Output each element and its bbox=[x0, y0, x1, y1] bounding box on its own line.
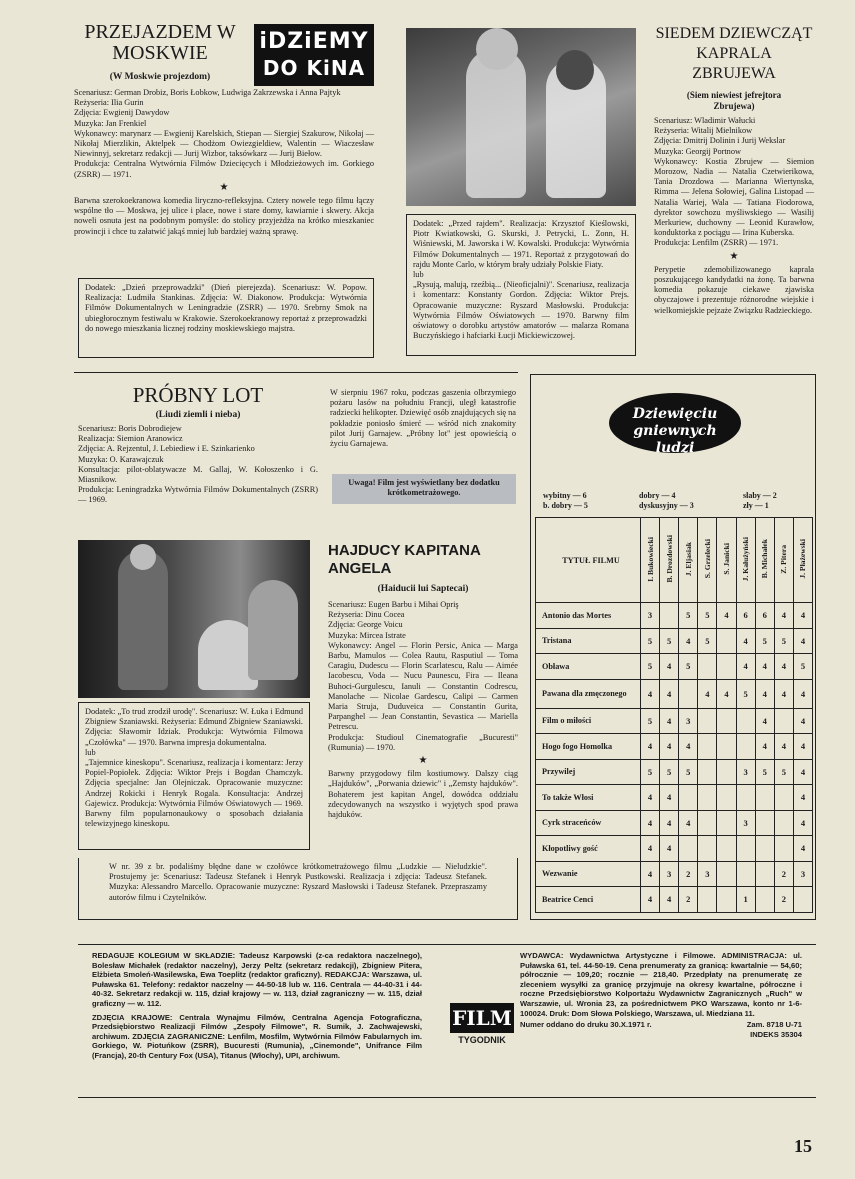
score-cell: 4 bbox=[774, 654, 793, 680]
credit-line: Realizacja: Siemion Aranowicz bbox=[78, 434, 183, 444]
score-cell bbox=[698, 887, 717, 913]
score-cell bbox=[717, 785, 736, 811]
seven-subtitle: (Siem niewiest jefrejtora Zbrujewa) bbox=[686, 90, 782, 111]
score-cell: 4 bbox=[660, 654, 679, 680]
score-cell: 4 bbox=[660, 708, 679, 734]
score-cell: 4 bbox=[660, 734, 679, 760]
score-cell bbox=[736, 734, 755, 760]
hajducy-short-film-box bbox=[78, 702, 310, 850]
score-cell: 4 bbox=[793, 734, 812, 760]
critic-name: B. Drozdowski bbox=[664, 535, 674, 583]
score-cell bbox=[679, 679, 698, 708]
score-cell: 4 bbox=[641, 679, 660, 708]
score-cell bbox=[755, 810, 774, 836]
seven-credits bbox=[654, 116, 814, 316]
score-cell: 4 bbox=[755, 654, 774, 680]
score-cell bbox=[736, 836, 755, 862]
score-cell: 4 bbox=[793, 628, 812, 654]
score-cell: 4 bbox=[698, 679, 717, 708]
score-cell bbox=[755, 785, 774, 811]
tygodnik-label: TYGODNIK bbox=[458, 1035, 506, 1045]
score-cell: 4 bbox=[793, 759, 812, 785]
center-short-note-2: „Rysują, malują, rzeźbią... (Nieoficjalni)". Scenariusz, realizacja i komentarz: Konstanty Gordon. Zdjęcia: Wiktor Prejs. Opracowanie muzyczne: Ryszard Masłowski. Produkcja: Wytwórnia Filmów Oświatowych — 1970. Barwny film oświatowy o dorobku artystów amatorów — malarza Romana Buczyńskiego i hafciarki Łucji Mickiewiczowej. bbox=[413, 280, 629, 341]
seven-description: Perypetie zdemobilizowanego kaprala poszukującego kandydatki na żonę. Ta barwna komedia pokazuje ciekawe zjawiska obyczajowe i prezentuje różnorodne wiejskie i wielkomiejskie pejzaże Związku Radzieckiego. bbox=[654, 264, 814, 315]
score-cell: 5 bbox=[774, 628, 793, 654]
score-cell bbox=[698, 836, 717, 862]
score-cell: 4 bbox=[755, 708, 774, 734]
seven-title: SIEDEM DZIEWCZĄT KAPRALA ZBRUJEWA bbox=[655, 25, 813, 82]
score-cell bbox=[755, 887, 774, 913]
score-cell bbox=[698, 810, 717, 836]
credit-line: Reżyseria: Witalij Mielnikow bbox=[654, 126, 753, 136]
score-cell: 4 bbox=[793, 603, 812, 629]
score-cell: 4 bbox=[679, 734, 698, 760]
table-row bbox=[536, 759, 813, 785]
table-row bbox=[536, 836, 813, 862]
credit-line: Produkcja: Lenfilm (ZSRR) — 1971. bbox=[654, 238, 779, 248]
film-title-cell: Hogo fogo Homolka bbox=[536, 734, 641, 760]
score-cell: 2 bbox=[679, 861, 698, 887]
score-cell: 4 bbox=[641, 861, 660, 887]
credit-line: Muzyka: Georgij Portnow bbox=[654, 146, 741, 156]
score-cell: 5 bbox=[641, 654, 660, 680]
score-cell: 5 bbox=[679, 603, 698, 629]
table-row bbox=[536, 628, 813, 654]
score-cell: 1 bbox=[736, 887, 755, 913]
critic-name: J. Płażewski bbox=[798, 539, 808, 579]
publisher-info: WYDAWCA: Wydawnictwa Artystyczne i Filmowe. ADMINISTRACJA: ul. Puławska 61, tel. 44-50-19. Cena prenumeraty za granicą: kwartalnie — 54,60; półrocznie — 109,20; rocznie — 218,40. Przedpłaty na prenumeratę ze zleceniem wysyłki za granicę przyjmuje na okresy kwartalne, półroczne i roczne Przedsiębiorstwo Kolportażu Wydawnictw Zagranicznych „Ruch" w Warszawie, ul. Wronia 23, za pośrednictwem PKO Warszawa, konto nr 1-6-100024. Druk: Dom Słowa Polskiego, Warszawa, ul. Miedziana 11. bbox=[520, 951, 802, 1018]
score-cell: 3 bbox=[698, 861, 717, 887]
score-cell: 5 bbox=[660, 759, 679, 785]
film-title-cell: Pawana dla zmęczonego bbox=[536, 679, 641, 708]
score-cell: 2 bbox=[774, 887, 793, 913]
critic-header bbox=[698, 518, 717, 603]
score-cell: 4 bbox=[774, 679, 793, 708]
critic-header bbox=[736, 518, 755, 603]
score-cell: 5 bbox=[641, 759, 660, 785]
film-title-cell: Film o miłości bbox=[536, 708, 641, 734]
order-number: Zam. 8718 U-71 bbox=[746, 1020, 802, 1030]
credit-line: Scenariusz: Wladimir Wałucki bbox=[654, 116, 756, 125]
score-cell: 4 bbox=[793, 836, 812, 862]
score-cell bbox=[717, 810, 736, 836]
score-cell bbox=[679, 785, 698, 811]
table-row bbox=[536, 810, 813, 836]
credit-line: Muzyka: O. Karawajczuk bbox=[78, 454, 164, 464]
probny-article bbox=[78, 384, 318, 506]
score-cell: 4 bbox=[641, 785, 660, 811]
score-cell: 4 bbox=[755, 679, 774, 708]
score-cell: 3 bbox=[679, 708, 698, 734]
score-cell bbox=[755, 836, 774, 862]
score-cell: 4 bbox=[736, 654, 755, 680]
score-cell: 5 bbox=[755, 628, 774, 654]
score-cell: 6 bbox=[736, 603, 755, 629]
credit-line: Reżyseria: Dinu Cocea bbox=[328, 610, 405, 620]
table-row bbox=[536, 861, 813, 887]
score-cell: 4 bbox=[717, 679, 736, 708]
probny-credits bbox=[78, 424, 318, 506]
score-cell: 3 bbox=[736, 810, 755, 836]
score-cell: 4 bbox=[793, 679, 812, 708]
logo-line-2: DO KiNA bbox=[262, 56, 366, 80]
film-weekly-logo bbox=[450, 1003, 514, 1045]
probny-title: PRÓBNY LOT bbox=[132, 383, 264, 407]
center-lub: lub bbox=[413, 270, 424, 280]
credit-line: Zdjęcia: Ewgienij Dawydow bbox=[74, 108, 170, 118]
critic-name: J. Kałużyński bbox=[741, 536, 751, 582]
critic-header bbox=[641, 518, 660, 603]
score-cell bbox=[717, 654, 736, 680]
score-cell: 2 bbox=[679, 887, 698, 913]
hajducy-article bbox=[328, 542, 518, 820]
credit-line: Produkcja: Leningradzka Wytwórnia Filmów Dokumentalnych (ZSRR) — 1969. bbox=[78, 485, 318, 505]
score-cell: 5 bbox=[679, 759, 698, 785]
score-cell bbox=[717, 836, 736, 862]
score-cell: 5 bbox=[698, 603, 717, 629]
score-cell bbox=[793, 887, 812, 913]
critic-name: B. Michałek bbox=[760, 539, 770, 579]
photo-credits: ZDJĘCIA KRAJOWE: Centrala Wynajmu Filmów, Centralna Agencja Fotograficzna, Przedsiębiorstwo Realizacji Filmów „Zespoły Filmowe", R. Sumik, J. Zachwajewski, archiwum. ZDJĘCIA ZAGRANICZNE: Lenfilm, Mosfilm, Wytwórnia Filmów Fabularnych im. Gorkiego, W. Piotuńkow (ZSRR), Bucuresti (Rumunia), „Cinemonde", Unifrance Film (Francja), 20-th Century Fox (USA), Titanus (Włochy), UPI, archiwum. bbox=[92, 1012, 422, 1060]
film-logo: FILM bbox=[450, 1003, 514, 1033]
credit-line: Scenariusz: Eugen Barbu i Mihai Opriş bbox=[328, 600, 459, 609]
score-cell: 4 bbox=[774, 734, 793, 760]
score-cell bbox=[698, 734, 717, 760]
film-title-cell: Obława bbox=[536, 654, 641, 680]
score-cell bbox=[755, 861, 774, 887]
score-cell: 4 bbox=[660, 810, 679, 836]
film-title-cell: Wezwanie bbox=[536, 861, 641, 887]
photo-couple-by-river bbox=[406, 28, 636, 206]
score-cell: 3 bbox=[641, 603, 660, 629]
score-cell: 4 bbox=[679, 628, 698, 654]
film-title-cell: Cyrk straceńców bbox=[536, 810, 641, 836]
star-separator: ★ bbox=[729, 250, 739, 262]
score-cell bbox=[717, 759, 736, 785]
hajducy-description: Barwny przygodowy film kostiumowy. Dalszy ciąg „Hajduków", „Porwania dziewic" i „Zemsty hajduków". Bohaterem jest kapitan Angel, dowódca oddziału zdecydowanych na wszystko i wyjętych spod prawa hajduków. bbox=[328, 769, 518, 820]
score-cell bbox=[679, 836, 698, 862]
film-title-cell: To także Włosi bbox=[536, 785, 641, 811]
score-cell bbox=[717, 734, 736, 760]
table-row bbox=[536, 679, 813, 708]
credit-line: Produkcja: Studioul Cinematografie „Bucuresti" (Rumunia) — 1970. bbox=[328, 732, 518, 752]
errata-text: W nr. 39 z br. podaliśmy błędne dane w czołówce krótkometrażowego filmu „Ludzkie — Nieludzkie". Prostujemy je: Scenariusz: Tadeusz Stefanek i Henryk Pustkowski. Realizacja i zdjęcia: Tadeusz Stefanek. Muzyka: Alessandro Marcello. Opracowanie muzyczne: Ryszard Masłowski i Tadeusz Stefanek. Przepraszamy autorów filmu i Czytelników. bbox=[109, 862, 487, 902]
score-cell: 4 bbox=[793, 810, 812, 836]
ratings-heading-badge bbox=[609, 393, 741, 456]
legend-item: dobry — 4 bbox=[639, 491, 676, 500]
ratings-header-row bbox=[536, 518, 813, 603]
score-cell: 4 bbox=[793, 708, 812, 734]
credit-line: Wykonawcy: Kostia Zbrujew — Siemion Morozow, Nadia — Natalia Czetwierikowa, Tania Drozdowa — Marianna Wiertynska, Rimma — Jelena Sołowiej, Galina Listopad — Natalia Wariej, Wala — Tatiana Fiodorowa, dyrektor sowchozu myśliwskiego — Wasilij Merkuriew, duchowny — Leonid Kurawłow, konduktorka z pociągu — Irina Kuberska. bbox=[654, 156, 814, 238]
table-row bbox=[536, 785, 813, 811]
score-cell bbox=[717, 628, 736, 654]
critic-header bbox=[660, 518, 679, 603]
film-title-cell: Przywilej bbox=[536, 759, 641, 785]
score-cell: 5 bbox=[641, 708, 660, 734]
score-cell bbox=[698, 708, 717, 734]
center-short-film-box bbox=[406, 214, 636, 356]
star-separator: ★ bbox=[418, 755, 428, 767]
masthead-footer bbox=[78, 944, 816, 1098]
hajducy-subtitle: (Haiducii lui Saptecai) bbox=[377, 584, 469, 594]
score-cell: 5 bbox=[755, 759, 774, 785]
section-divider bbox=[74, 372, 518, 373]
score-cell bbox=[774, 836, 793, 862]
score-cell: 5 bbox=[736, 679, 755, 708]
probny-subtitle: (Liudi ziemli i nieba) bbox=[155, 410, 241, 421]
legend-item: zły — 1 bbox=[743, 501, 769, 510]
film-column-header: TYTUŁ FILMU bbox=[536, 518, 641, 603]
hajducy-credits bbox=[328, 600, 518, 820]
score-cell: 5 bbox=[774, 759, 793, 785]
table-row bbox=[536, 603, 813, 629]
score-cell bbox=[774, 810, 793, 836]
moscow-description: Barwna szerokoekranowa komedia liryczno-refleksyjna. Cztery nowele tego filmu łączy wspólne tło — Moskwa, jej ulice i place, nowe i stare domy, kawiarnie i skwery. Akcja noweli osnuta jest na podobnym pomyśle: do stolicy przyjeżdża na krótko mieszkaniec prowincji i chce tu załatwić jakąś mniej lub bardziej ważną sprawę. bbox=[74, 196, 374, 236]
score-cell: 5 bbox=[660, 628, 679, 654]
score-cell bbox=[736, 785, 755, 811]
critic-name: J. Eljasiak bbox=[683, 541, 693, 577]
credit-line: Scenariusz: Boris Dobrodiejew bbox=[78, 424, 182, 434]
printed-date: Numer oddano do druku 30.X.1971 r. bbox=[520, 1020, 652, 1030]
credit-line: Zdjęcia: A. Rejzentul, J. Lebiediew i E. Szinkarienko bbox=[78, 444, 255, 454]
score-cell: 6 bbox=[755, 603, 774, 629]
critic-header bbox=[755, 518, 774, 603]
score-cell: 2 bbox=[774, 861, 793, 887]
photo-hajducy-scene bbox=[78, 540, 310, 698]
editorial-board: REDAGUJE KOLEGIUM W SKŁADZIE: Tadeusz Karpowski (z-ca redaktora naczelnego), Bolesław Michałek (redaktor naczelny), Jerzy Peltz (sekretarz redakcji), Zbigniew Pitera, Elżbieta Smoleń-Wasilewska, Ewa Toeplitz (redaktor graficzny). REDAKCJA: Warszawa, ul. Puławska 61. Telefony: redaktor naczelny — 44-50-18 lub w. 116. Centrala — 44-40-31 i 44-40-32. Sekretarz redakcji w. 115, dział krajowy — w. 113, dział zagraniczny — w. 115, dział graficzny — w. 112. bbox=[92, 951, 422, 1008]
score-cell bbox=[717, 861, 736, 887]
credit-line: Wykonawcy: marynarz — Ewgienij Karelskich, Stiepan — Siergiej Szakurow, Nikołaj — Nikołaj Mierzlikin, Aktelpek — Chodżom Owiezgieldiew, Walentin — Wiaczesław Niewinnyj, sekretarz redakcji — Jurij Wizbor, taksówkarz — Jurij Biełow. bbox=[74, 128, 374, 159]
hajducy-lub: lub bbox=[85, 747, 96, 757]
score-cell bbox=[717, 708, 736, 734]
page-number: 15 bbox=[794, 1136, 812, 1156]
score-cell: 4 bbox=[660, 887, 679, 913]
legend-item: dyskusyjny — 3 bbox=[639, 501, 694, 510]
score-cell: 4 bbox=[641, 836, 660, 862]
score-cell: 4 bbox=[660, 836, 679, 862]
score-cell: 5 bbox=[698, 628, 717, 654]
idziemy-do-kina-logo bbox=[254, 24, 374, 86]
score-cell bbox=[660, 603, 679, 629]
score-cell bbox=[698, 759, 717, 785]
masthead-left bbox=[92, 951, 422, 1061]
star-separator: ★ bbox=[219, 181, 229, 193]
score-cell: 4 bbox=[641, 810, 660, 836]
table-row bbox=[536, 887, 813, 913]
score-cell: 4 bbox=[736, 628, 755, 654]
score-cell: 3 bbox=[736, 759, 755, 785]
moscow-short-note: Dodatek: „Dzień przeprowadzki" (Dień pierejezda). Scenariusz: W. Popow. Realizacja: Ludmiła Stankinas. Zdjęcia: W. Diakonow. Produkcja: Wytwórnia Filmów Dokumentalnych w Leningradzie (ZSRR) — 1970. Srebrny Smok na ubiegłorocznym festiwalu w Krakowie. Szerokoekranowy reportaż z przeprowadzki do nowego mieszkania licznej rodziny moskiewskiego majstra. bbox=[85, 283, 367, 333]
score-cell bbox=[736, 708, 755, 734]
masthead-right bbox=[520, 951, 802, 1039]
table-row bbox=[536, 734, 813, 760]
moscow-credits bbox=[74, 88, 374, 237]
credit-line: Zdjęcia: Dmitrij Dolinin i Jurij Wekslar bbox=[654, 136, 786, 146]
legend-item: słaby — 2 bbox=[743, 491, 777, 500]
score-cell: 5 bbox=[793, 654, 812, 680]
ratings-table bbox=[535, 517, 813, 913]
film-title-cell: Kłopotliwy gość bbox=[536, 836, 641, 862]
film-title-cell: Beatrice Cenci bbox=[536, 887, 641, 913]
table-row bbox=[536, 708, 813, 734]
errata-box bbox=[78, 858, 518, 920]
credit-line: Zdjęcia: George Voicu bbox=[328, 620, 403, 630]
credit-line: Konsultacja: pilot-oblatywacze M. Gallaj, W. Kołoszenko i G. Miasnikow. bbox=[78, 464, 318, 485]
score-cell: 5 bbox=[679, 654, 698, 680]
ratings-box bbox=[530, 374, 816, 920]
critic-header bbox=[793, 518, 812, 603]
ratings-heading: Dziewięciu gniewnych ludzi bbox=[632, 406, 718, 456]
score-cell: 4 bbox=[717, 603, 736, 629]
hajducy-title: HAJDUCY KAPITANA ANGELA bbox=[328, 542, 481, 577]
film-title-cell: Antonio das Mortes bbox=[536, 603, 641, 629]
probny-description: W sierpniu 1967 roku, podczas gaszenia olbrzymiego pożaru lasów na południu Francji, uległ katastrofie radziecki helikopter. Dziewięć osób znajdujących się na pokładzie poniosło śmierć — wśród nich znakomity pilot Jurij Garnajew. „Próbny lot" jest opowieścią o życiu Garnajewa. bbox=[330, 388, 516, 449]
seven-article bbox=[654, 24, 814, 316]
score-cell bbox=[774, 785, 793, 811]
score-cell bbox=[698, 785, 717, 811]
credit-line: Reżyseria: Ilia Gurin bbox=[74, 98, 144, 108]
score-cell: 4 bbox=[641, 734, 660, 760]
score-cell: 3 bbox=[660, 861, 679, 887]
score-cell bbox=[736, 861, 755, 887]
credit-line: Scenariusz: German Drobiz, Boris Łobkow, Ludwiga Zakrzewska i Anna Pajtyk bbox=[74, 88, 341, 97]
score-cell: 3 bbox=[793, 861, 812, 887]
credit-line: Wykonawcy: Angel — Florin Persic, Anica — Marga Barbu, Mamulos — Colea Rautu, Rasputiul — Toma Caragiu, Dudescu — Florin Scarlatescu, Ralu — Aimée Iacobescu, Voda — Nucu Paunescu, Fira — Ileana Buhoci-Gurgulescu, Ianuli — Constantin Codrescu, Manolache — Nicolae Gardescu, Calipi — Carmen Maria Struja, Duduveica — Constantin Gurita, Parpanghel — Jean Constantin, Sevastica — Mariella Petrescu. bbox=[328, 640, 518, 732]
critic-header bbox=[717, 518, 736, 603]
print-info-row bbox=[520, 1020, 802, 1030]
table-row bbox=[536, 654, 813, 680]
logo-line-1: iDZiEMY bbox=[259, 29, 369, 54]
score-cell: 4 bbox=[641, 887, 660, 913]
legend-item: wybitny — 6 bbox=[543, 491, 587, 500]
center-short-note-1: Dodatek: „Przed rajdem". Realizacja: Krzysztof Kieślowski, Piotr Kwiatkowski, G. Skurski, J. Petrycki, L. Zonn, H. Wiśniewski, M. Jaworska i W. Kowalski. Produkcja: Wytwórnia Filmów Dokumentalnych — 1971. Reportaż z przygotowań do rajdu Monte Carlo, w którym brały udziały Polskie Fiaty. bbox=[413, 219, 629, 269]
probny-warning: Uwaga! Film jest wyświetlany bez dodatku krótkometrażowego. bbox=[332, 474, 516, 504]
score-cell: 4 bbox=[755, 734, 774, 760]
critic-name: Z. Pitera bbox=[779, 544, 789, 574]
critic-header bbox=[774, 518, 793, 603]
moscow-title: PRZEJAZDEM W MOSKWIE bbox=[84, 21, 236, 64]
credit-line: Produkcja: Centralna Wytwórnia Filmów Dziecięcych i Młodzieżowych im. Gorkiego (ZSRR) — 1971. bbox=[74, 159, 374, 179]
hajducy-short-note-2: „Tajemnice kineskopu". Scenariusz, realizacja i komentarz: Jerzy Popiel-Popiołek. Zdjęcia: Wiktor Prejs i Bogdan Chamczyk. Zdjęcia specjalne: Jan Olejniczak. Opracowanie muzyczne: Andrzej Rokicki i Henryk Rogala. Konsultacja: Andrzej Gajewicz. Produkcja: Wytwórnia Filmów Oświatowych — 1969. Barwny film popularnonaukowy o sposobach działania telewizyjnego kineskopu. bbox=[85, 758, 303, 829]
moscow-short-film-box bbox=[78, 278, 374, 358]
score-cell bbox=[717, 887, 736, 913]
moscow-subtitle: (W Moskwie projezdom) bbox=[109, 72, 211, 82]
critic-name: S. Grzelecki bbox=[702, 539, 712, 579]
critic-name: S. Janicki bbox=[721, 543, 731, 575]
credit-line: Muzyka: Jan Frenkiel bbox=[74, 118, 147, 128]
score-cell: 4 bbox=[660, 785, 679, 811]
critic-header bbox=[679, 518, 698, 603]
score-cell: 5 bbox=[641, 628, 660, 654]
legend-item: b. dobry — 5 bbox=[543, 501, 588, 510]
index-number: INDEKS 35304 bbox=[750, 1029, 802, 1039]
credit-line: Muzyka: Mircea Istrate bbox=[328, 630, 406, 640]
score-cell bbox=[698, 654, 717, 680]
score-cell: 4 bbox=[793, 785, 812, 811]
hajducy-short-note-1: Dodatek: „To trud zrodził urodę". Scenariusz: W. Łuka i Edmund Zbigniew Szaniawski. Reżyseria: Edmund Zbigniew Szaniawski. Zdjęcia: Sławomir Idziak. Produkcja: Wytwórnia Filmowa „Czołówka" — 1970. Barwna impresja dokumentalna. bbox=[85, 707, 303, 747]
score-cell bbox=[774, 708, 793, 734]
critic-name: I. Bukowiecki bbox=[645, 536, 655, 582]
score-cell: 4 bbox=[679, 810, 698, 836]
score-cell: 4 bbox=[660, 679, 679, 708]
score-cell: 4 bbox=[774, 603, 793, 629]
film-title-cell: Tristana bbox=[536, 628, 641, 654]
